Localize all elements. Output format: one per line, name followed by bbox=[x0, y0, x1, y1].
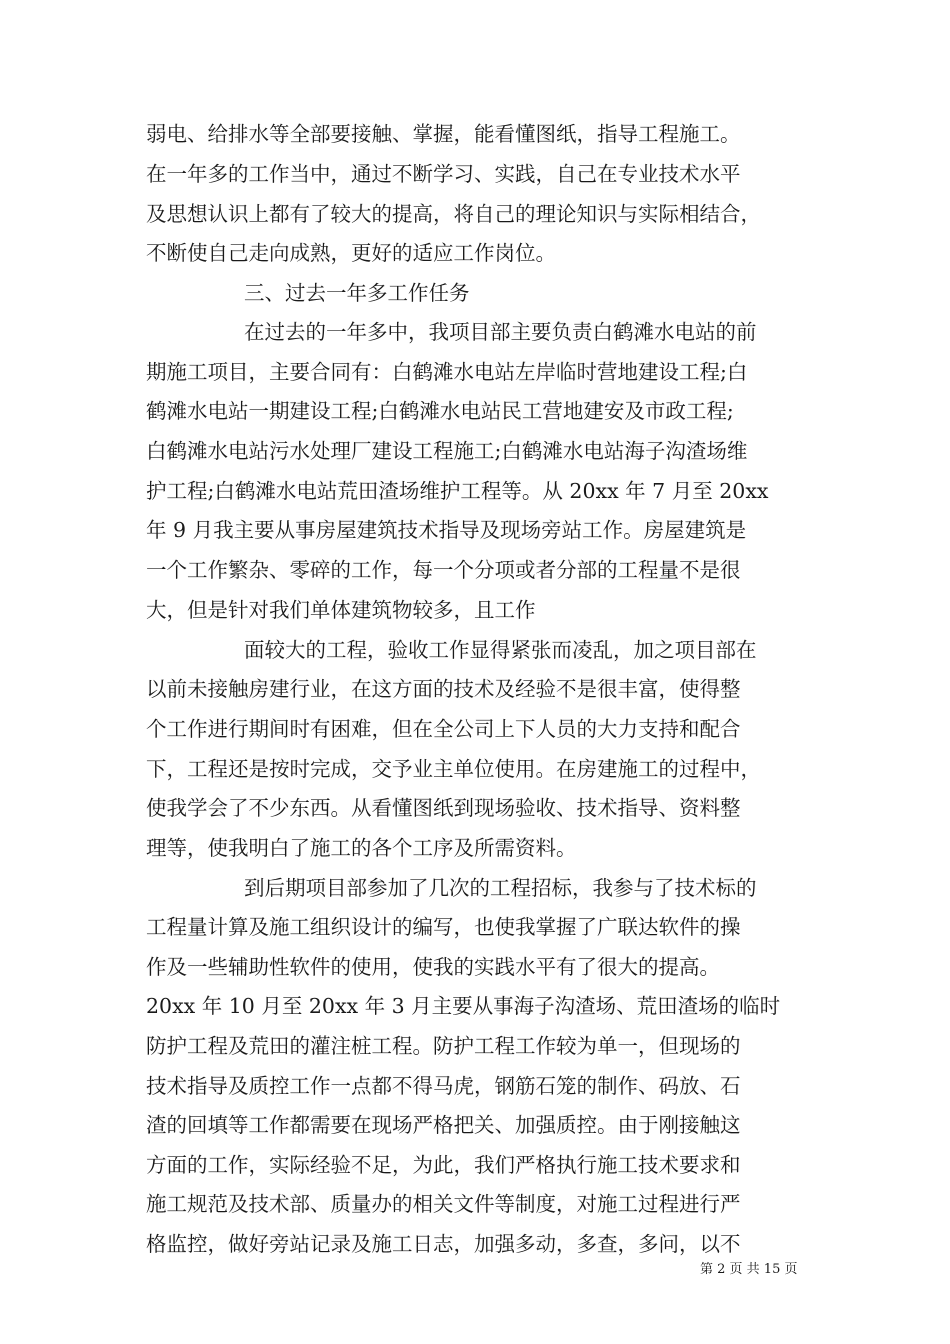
text-line: 大，但是针对我们单体建筑物较多，且工作 bbox=[146, 598, 536, 622]
text-line: 鹤滩水电站一期建设工程;白鹤滩水电站民工营地建安及市政工程; bbox=[146, 399, 734, 423]
text-line: 方面的工作，实际经验不足，为此，我们严格执行施工技术要求和 bbox=[146, 1153, 741, 1177]
text-line: 使我学会了不少东西。从看懂图纸到现场验收、技术指导、资料整 bbox=[146, 796, 741, 820]
text-line: 以前未接触房建行业，在这方面的技术及经验不是很丰富，使得整 bbox=[146, 677, 741, 701]
text-line: 个工作进行期间时有困难，但在全公司上下人员的大力支持和配合 bbox=[146, 717, 741, 741]
text-line: 护工程;白鹤滩水电站荒田渣场维护工程等。从 20xx 年 7 月至 20xx bbox=[146, 479, 769, 503]
text-line: 理等，使我明白了施工的各个工序及所需资料。 bbox=[146, 836, 577, 860]
text-line: 格监控，做好旁站记录及施工日志，加强多动，多查，多问，以不 bbox=[146, 1232, 741, 1256]
text-line: 一个工作繁杂、零碎的工作，每一个分项或者分部的工程量不是很 bbox=[146, 558, 741, 582]
text-line: 不断使自己走向成熟，更好的适应工作岗位。 bbox=[146, 241, 556, 265]
text-line: 及思想认识上都有了较大的提高，将自己的理论知识与实际相结合， bbox=[146, 202, 761, 226]
text-line: 防护工程及荒田的灌注桩工程。防护工程工作较为单一，但现场的 bbox=[146, 1034, 741, 1058]
text-line: 面较大的工程，验收工作显得紧张而凌乱，加之项目部在 bbox=[244, 638, 757, 662]
text-line: 施工规范及技术部、质量办的相关文件等制度，对施工过程进行严 bbox=[146, 1192, 741, 1216]
text-line: 白鹤滩水电站污水处理厂建设工程施工;白鹤滩水电站海子沟渣场维 bbox=[146, 439, 748, 463]
text-line: 在过去的一年多中，我项目部主要负责白鹤滩水电站的前 bbox=[244, 320, 757, 344]
text-line: 20xx 年 10 月至 20xx 年 3 月主要从事海子沟渣场、荒田渣场的临时 bbox=[146, 994, 781, 1018]
text-line: 期施工项目，主要合同有：白鹤滩水电站左岸临时营地建设工程;白 bbox=[146, 360, 748, 384]
section-heading: 三、过去一年多工作任务 bbox=[244, 281, 470, 305]
text-line: 到后期项目部参加了几次的工程招标，我参与了技术标的 bbox=[244, 876, 757, 900]
text-line: 在一年多的工作当中，通过不断学习、实践，自己在专业技术水平 bbox=[146, 162, 741, 186]
text-line: 弱电、给排水等全部要接触、掌握，能看懂图纸，指导工程施工。 bbox=[146, 122, 741, 146]
text-line: 下，工程还是按时完成，交予业主单位使用。在房建施工的过程中， bbox=[146, 757, 761, 781]
text-line: 技术指导及质控工作一点都不得马虎，钢筋石笼的制作、码放、石 bbox=[146, 1074, 741, 1098]
page-footer: 第 2 页 共 15 页 bbox=[700, 1262, 798, 1277]
text-line: 工程量计算及施工组织设计的编写，也使我掌握了广联达软件的操 bbox=[146, 915, 741, 939]
text-line: 作及一些辅助性软件的使用，使我的实践水平有了很大的提高。 bbox=[146, 955, 720, 979]
text-line: 渣的回填等工作都需要在现场严格把关、加强质控。由于刚接触这 bbox=[146, 1113, 741, 1137]
text-line: 年 9 月我主要从事房屋建筑技术指导及现场旁站工作。房屋建筑是 bbox=[146, 518, 747, 542]
